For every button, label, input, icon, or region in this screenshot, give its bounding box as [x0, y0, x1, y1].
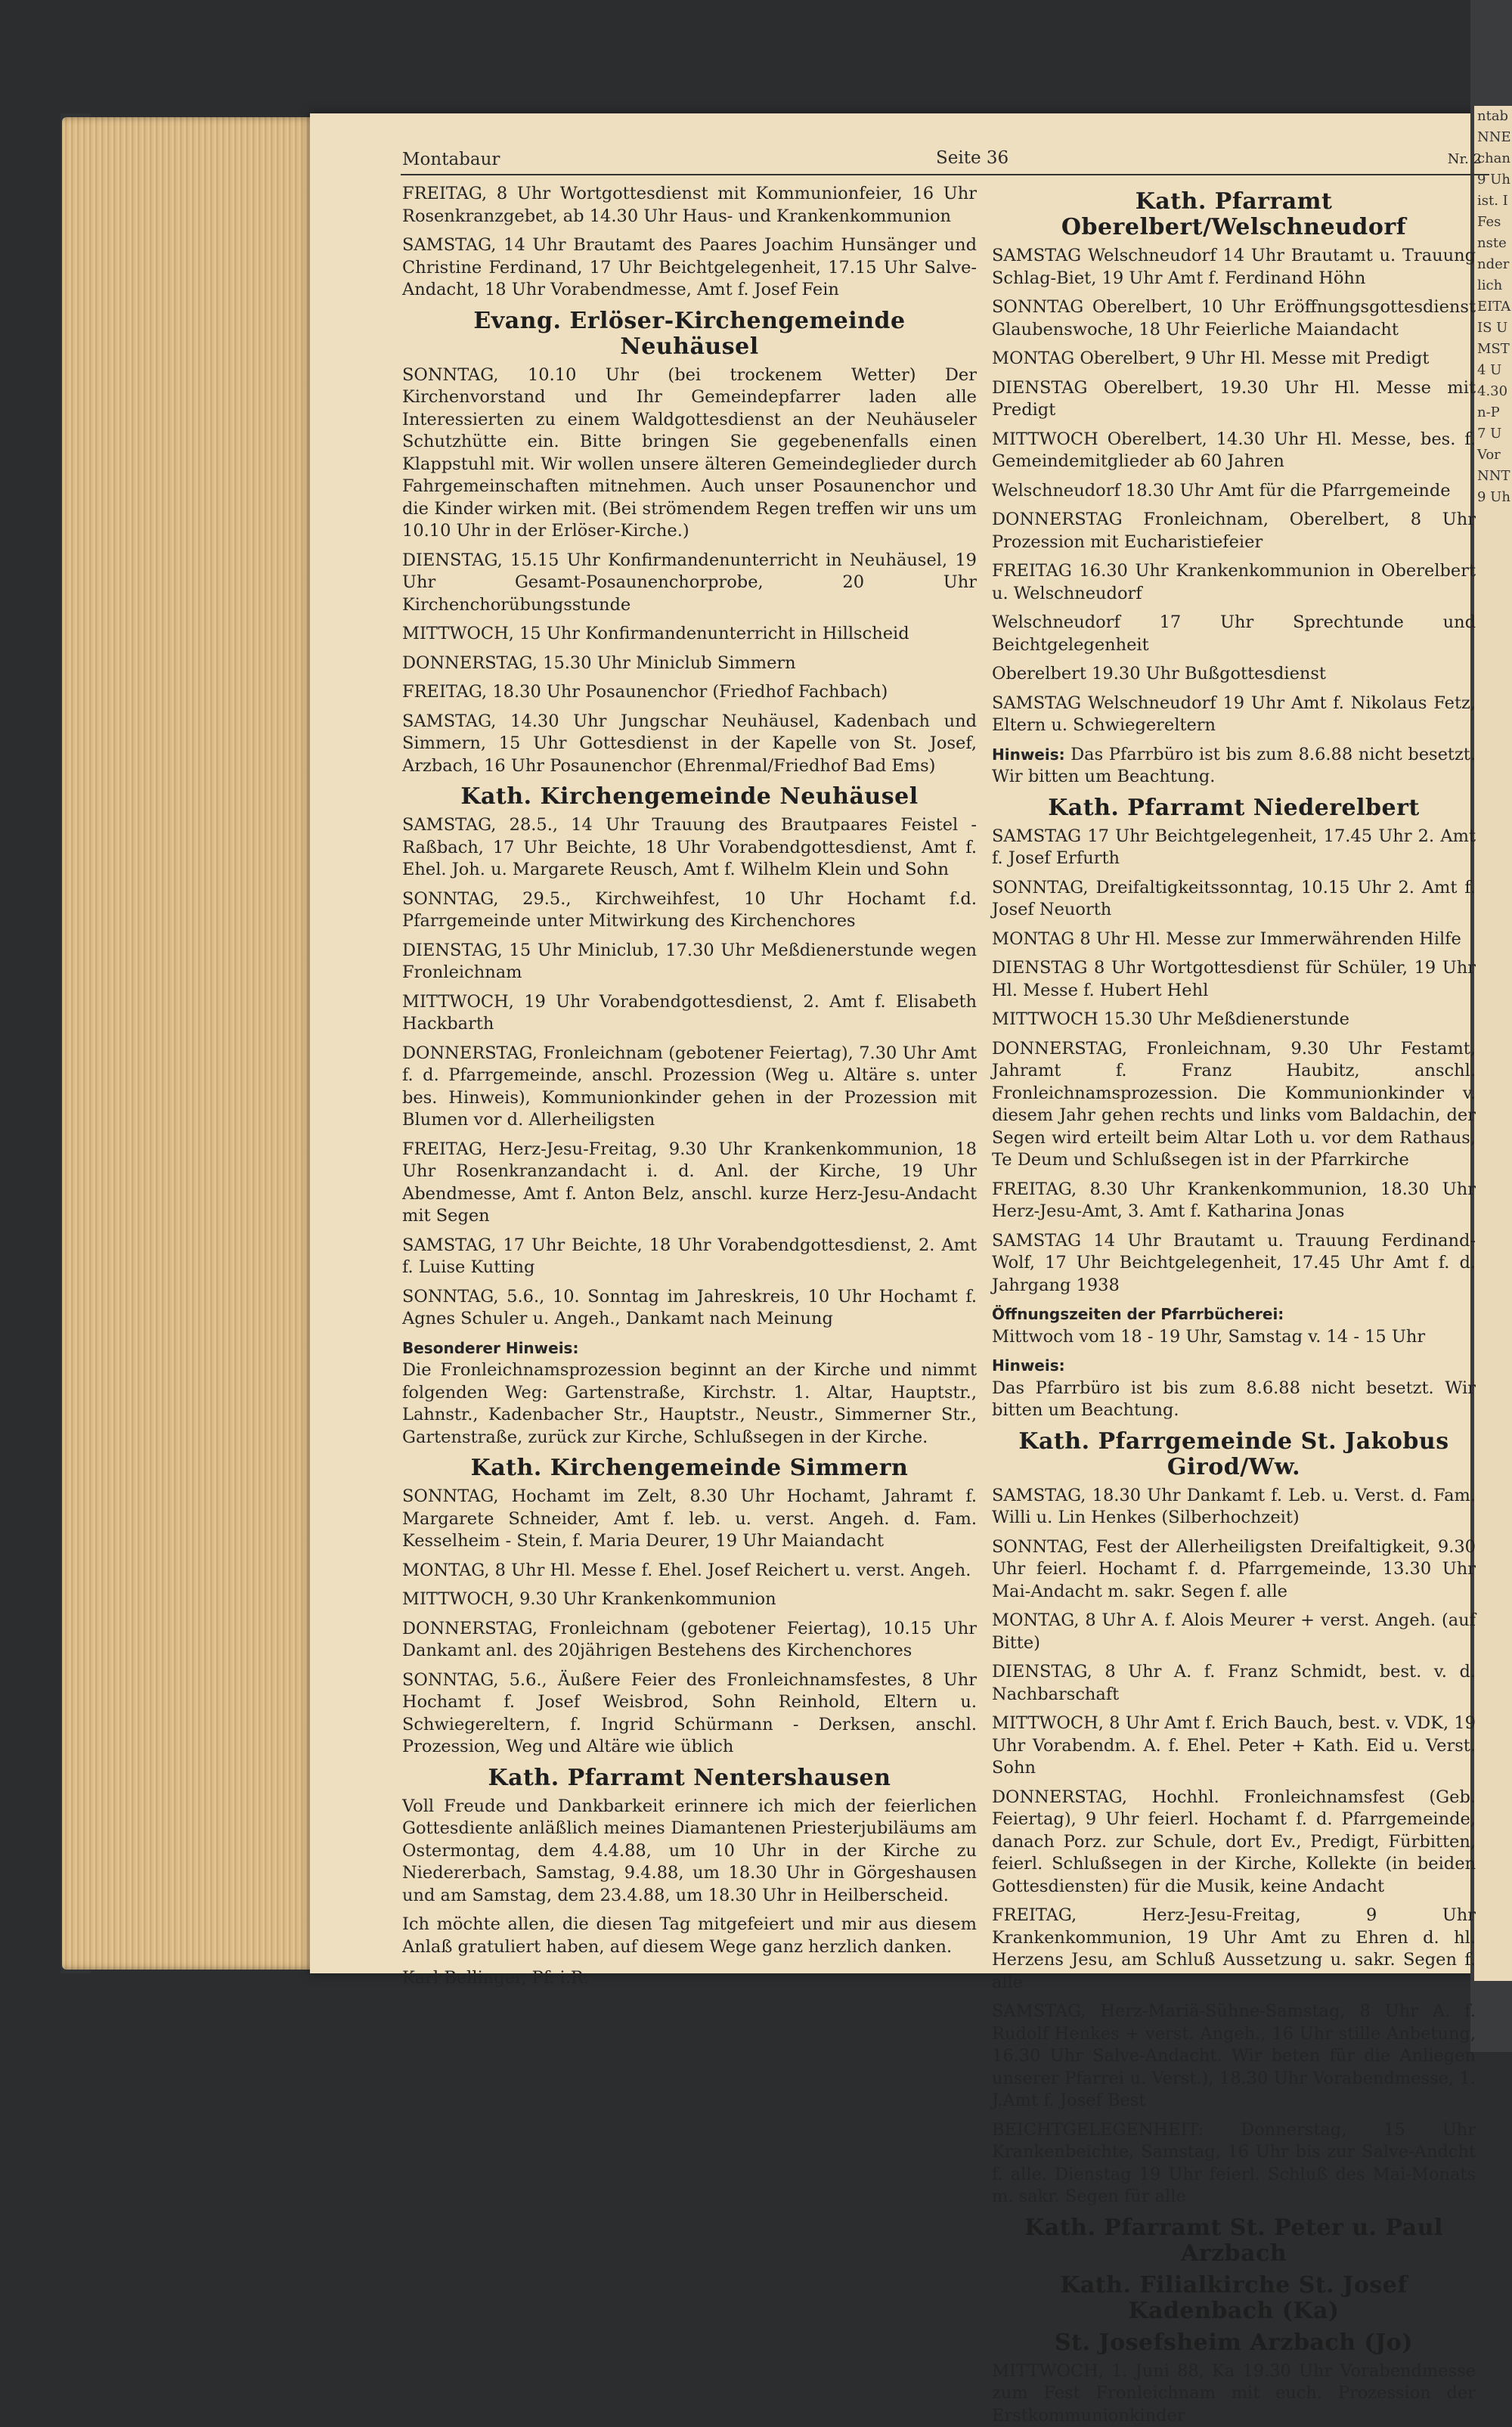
schedule-entry: MITTWOCH, 9.30 Uhr Krankenkommunion [402, 1589, 977, 1611]
section-heading: Kath. Pfarramt Niederelbert [992, 795, 1476, 821]
schedule-entry: FREITAG, Herz-Jesu-Freitag, 9 Uhr Krankenkommunion, 19 Uhr Amt zu Ehren d. hl. Herzens Jesu, am Schluß Aussetzung u. sakr. Segen f. alle [992, 1905, 1476, 1994]
schedule-entry: MITTWOCH, 19 Uhr Vorabendgottesdienst, 2. Amt f. Elisabeth Hackbarth [402, 991, 977, 1036]
schedule-entry: DIENSTAG, 8 Uhr A. f. Franz Schmidt, best. v. d. Nachbarschaft [992, 1661, 1476, 1706]
schedule-entry: SONNTAG, 29.5., Kirchweihfest, 10 Uhr Hochamt f.d. Pfarrgemeinde unter Mitwirkung des Kirchenchores [402, 888, 977, 933]
schedule-entry: DONNERSTAG Fronleichnam, Oberelbert, 8 Uhr Prozession mit Eucharistiefeier [992, 509, 1476, 553]
issue-number: Nr. 2 [1448, 151, 1482, 167]
next-page-fragment: nder [1474, 254, 1512, 275]
schedule-entry: FREITAG, 18.30 Uhr Posaunenchor (Friedhof Fachbach) [402, 681, 977, 704]
schedule-entry: DONNERSTAG, Hochhl. Fronleichnamsfest (Geb. Feiertag), 9 Uhr feierl. Hochamt f. d. Pfarrgemeinde, danach Porz. zur Schule, dort Ev., Predigt, Fürbitten, feierl. Schlußsegen in der Kirche, Kollekte (in beiden Gottesdiensten) für die Musik, keine Andacht [992, 1787, 1476, 1899]
next-page-fragment: EITA [1474, 296, 1512, 318]
schedule-entry: MITTWOCH, 8 Uhr Amt f. Erich Bauch, best. v. VDK, 19 Uhr Vorabendm. A. f. Ehel. Peter + Kath. Eid u. Verst. Sohn [992, 1713, 1476, 1780]
section-heading: Kath. Pfarramt Nentershausen [402, 1765, 977, 1791]
next-page-fragment: lich [1474, 275, 1512, 296]
schedule-entry: Oberelbert 19.30 Uhr Bußgottesdienst [992, 663, 1476, 686]
schedule-entry: Welschneudorf 17 Uhr Sprechtunde und Beichtgelegenheit [992, 612, 1476, 656]
schedule-entry: MITTWOCH, 1. Juni 88, Ka 19.30 Uhr Vorabendmesse zum Fest Fronleichnam mit euch. Prozession der Erstkommunionkinder [992, 2360, 1476, 2427]
schedule-entry: MONTAG, 8 Uhr Hl. Messe f. Ehel. Josef Reichert u. verst. Angeh. [402, 1560, 977, 1582]
schedule-entry: SONNTAG, Dreifaltigkeitssonntag, 10.15 Uhr 2. Amt f. Josef Neuorth [992, 877, 1476, 922]
notice-label: Öffnungszeiten der Pfarrbücherei: [992, 1303, 1476, 1326]
schedule-entry: DIENSTAG, 15.15 Uhr Konfirmandenunterricht in Neuhäusel, 19 Uhr Gesamt-Posaunenchorprobe, 20 Uhr Kirchenchorübungsstunde [402, 550, 977, 617]
section-heading: Evang. Erlöser-Kirchengemeinde Neuhäusel [402, 308, 977, 360]
next-page-fragment: 4 U [1474, 360, 1512, 381]
schedule-entry: SONNTAG, 5.6., Äußere Feier des Fronleichnamsfestes, 8 Uhr Hochamt f. Josef Weisbrod, Sohn Reinhold, Eltern u. Schwiegereltern, f. Ingrid Schürmann - Derksen, anschl. Prozession, Weg und Altäre wie üblich [402, 1669, 977, 1759]
section-heading: Kath. Kirchengemeinde Neuhäusel [402, 784, 977, 810]
schedule-entry: SONNTAG Oberelbert, 10 Uhr Eröffnungsgottesdienst Glaubenswoche, 18 Uhr Feierliche Maiandacht [992, 296, 1476, 341]
schedule-entry: FREITAG, Herz-Jesu-Freitag, 9.30 Uhr Krankenkommunion, 18 Uhr Rosenkranzandacht i. d. Anl. der Kirche, 19 Uhr Abendmesse, Amt f. Anton Belz, anschl. kurze Herz-Jesu-Andacht mit Segen [402, 1139, 977, 1228]
schedule-entry: MONTAG Oberelbert, 9 Uhr Hl. Messe mit Predigt [992, 348, 1476, 370]
schedule-entry: MONTAG 8 Uhr Hl. Messe zur Immerwährenden Hilfe [992, 928, 1476, 951]
schedule-entry: SONNTAG, 10.10 Uhr (bei trockenem Wetter) Der Kirchenvorstand und Ihr Gemeindepfarrer laden alle Interessierten zu einem Waldgottesdienst an der Neuhäuseler Schutzhütte ein. Bitte bringen Sie gegebenenfalls einen Klappstuhl mit. Wir wollen unsere älteren Gemeindeglieder durch Fahrgemeinschaften mitnehmen. Auch unser Posaunenchor und die Kinder wirken mit. (Bei strömendem Regen treffen wir uns um 10.10 Uhr in der Erlöser-Kirche.) [402, 364, 977, 543]
schedule-entry: Voll Freude und Dankbarkeit erinnere ich mich der feierlichen Gottesdiente anläßlich meines Diamantenen Priesterjubiläums am Ostermontag, dem 4.4.88, um 10 Uhr in der Kirche zu Niedererbach, Samstag, 9.4.88, um 18.30 Uhr in Görgeshausen und am Samstag, dem 23.4.88, um 18.30 Uhr in Heilberscheid. [402, 1796, 977, 1908]
next-page-fragment: Fes [1474, 212, 1512, 233]
next-page-fragment: NNT [1474, 466, 1512, 487]
schedule-entry: MONTAG, 8 Uhr A. f. Alois Meurer + verst. Angeh. (auf Bitte) [992, 1610, 1476, 1654]
notice-text: Die Fronleichnamsprozession beginnt an der Kirche und nimmt folgenden Weg: Gartenstraße, Kirchstr. 1. Altar, Hauptstr., Lahnstr., Kadenbacher Str., Hauptstr., Neustr., Simmerner Str., Gartenstraße, zurück zur Kirche, Schlußsegen in der Kirche. [402, 1360, 977, 1447]
next-page-fragment: nste [1474, 233, 1512, 254]
next-page-edge [1474, 106, 1512, 1981]
next-page-fragment: 7 U [1474, 423, 1512, 445]
right-column [992, 183, 1476, 1922]
section-heading: Kath. Pfarrgemeinde St. Jakobus Girod/Ww. [992, 1429, 1476, 1480]
schedule-entry: SAMSTAG, 17 Uhr Beichte, 18 Uhr Vorabendgottesdienst, 2. Amt f. Luise Kutting [402, 1235, 977, 1279]
schedule-entry: SAMSTAG 17 Uhr Beichtgelegenheit, 17.45 Uhr 2. Amt f. Josef Erfurth [992, 826, 1476, 870]
schedule-entry: FREITAG, 8.30 Uhr Krankenkommunion, 18.30 Uhr Herz-Jesu-Amt, 3. Amt f. Katharina Jonas [992, 1179, 1476, 1223]
schedule-entry: MITTWOCH 15.30 Uhr Meßdienerstunde [992, 1009, 1476, 1031]
schedule-entry: DIENSTAG 8 Uhr Wortgottesdienst für Schüler, 19 Uhr Hl. Messe f. Hubert Hehl [992, 957, 1476, 1002]
section-heading: Kath. Pfarramt Oberelbert/Welschneudorf [992, 189, 1476, 240]
section-heading: Kath. Filialkirche St. Josef Kadenbach (Ka) [992, 2273, 1476, 2324]
page-number: Seite 36 [936, 148, 1009, 168]
section-heading: Kath. Pfarramt St. Peter u. Paul Arzbach [992, 2215, 1476, 2267]
notice-label: Hinweis: [992, 1355, 1476, 1378]
schedule-entry: SAMSTAG Welschneudorf 19 Uhr Amt f. Nikolaus Fetz, Eltern u. Schwiegereltern [992, 693, 1476, 737]
schedule-entry: SAMSTAG Welschneudorf 14 Uhr Brautamt u. Trauung Schlag-Biet, 19 Uhr Amt f. Ferdinand Höhn [992, 245, 1476, 290]
schedule-entry: FREITAG, 8 Uhr Wortgottesdienst mit Kommunionfeier, 16 Uhr Rosenkranzgebet, ab 14.30 Uhr Haus- und Krankenkommunion [402, 183, 977, 228]
notice-text: Das Pfarrbüro ist bis zum 8.6.88 nicht besetzt. Wir bitten um Beachtung. [992, 745, 1476, 787]
notice-text: Das Pfarrbüro ist bis zum 8.6.88 nicht besetzt. Wir bitten um Beachtung. [992, 1378, 1476, 1421]
left-column [402, 183, 977, 1997]
schedule-entry: DONNERSTAG, Fronleichnam (gebotener Feiertag), 10.15 Uhr Dankamt anl. des 20jährigen Bestehens des Kirchenchores [402, 1618, 977, 1663]
next-page-fragment: 4.30 [1474, 381, 1512, 402]
signature: Karl Bellinger, Pf. i.R. [402, 1967, 977, 1990]
next-page-fragment: 9 Uh [1474, 169, 1512, 191]
schedule-entry: SAMSTAG, Herz-Mariä-Sühne-Samstag, 8 Uhr A. f. Rudolf Henkes + verst. Angeh., 16 Uhr stille Anbetung, 16.30 Uhr Salve-Andacht. Wir beten für die Anliegen unserer Pfarrei u. Verst.), 18.30 Uhr Vorabendmesse, 1. J.Amt f. Josef Best [992, 2001, 1476, 2112]
schedule-entry: FREITAG 16.30 Uhr Krankenkommunion in Oberelbert u. Welschneudorf [992, 560, 1476, 605]
running-head-left: Montabaur [402, 150, 500, 169]
next-page-fragment: 9 Uh [1474, 487, 1512, 508]
schedule-entry: Welschneudorf 18.30 Uhr Amt für die Pfarrgemeinde [992, 480, 1476, 503]
schedule-entry: DONNERSTAG, 15.30 Uhr Miniclub Simmern [402, 652, 977, 675]
next-page-fragment: ntab [1474, 106, 1512, 127]
schedule-entry: SAMSTAG, 18.30 Uhr Dankamt f. Leb. u. Verst. d. Fam. Willi u. Lin Henkes (Silberhochzeit) [992, 1485, 1476, 1530]
schedule-entry: SONNTAG, Fest der Allerheiligsten Dreifaltigkeit, 9.30 Uhr feierl. Hochamt f. d. Pfarrgemeinde, 13.30 Uhr Mai-Andacht m. sakr. Segen f. alle [992, 1536, 1476, 1604]
next-page-fragment: Vor [1474, 445, 1512, 466]
schedule-entry: DONNERSTAG, Fronleichnam, 9.30 Uhr Festamt, Jahramt f. Franz Haubitz, anschl. Fronleichnamsprozession. Die Kommunionkinder v. diesem Jahr gehen rechts und links vom Baldachin, der Segen wird erteilt beim Altar Loth u. vor dem Rathaus, Te Deum und Schlußsegen ist in der Pfarrkirche [992, 1038, 1476, 1172]
next-page-fragment: chan [1474, 148, 1512, 169]
notice-label: Besonderer Hinweis: [402, 1337, 977, 1360]
notice-paragraph [402, 1337, 977, 1449]
schedule-entry: SAMSTAG, 14.30 Uhr Jungschar Neuhäusel, Kadenbach und Simmern, 15 Uhr Gottesdienst in der Kapelle von St. Josef, Arzbach, 16 Uhr Posaunenchor (Ehrenmal/Friedhof Bad Ems) [402, 711, 977, 778]
notice-paragraph [992, 1355, 1476, 1422]
next-page-fragment: MST [1474, 339, 1512, 360]
notice-text: Mittwoch vom 18 - 19 Uhr, Samstag v. 14 - 15 Uhr [992, 1327, 1425, 1347]
schedule-entry: DIENSTAG, 15 Uhr Miniclub, 17.30 Uhr Meßdienerstunde wegen Fronleichnam [402, 940, 977, 984]
notice-label: Hinweis: [992, 745, 1070, 764]
notice-paragraph [992, 744, 1476, 789]
schedule-entry: SONNTAG, 5.6., 10. Sonntag im Jahreskreis, 10 Uhr Hochamt f. Agnes Schuler u. Angeh., Dankamt nach Meinung [402, 1286, 977, 1331]
next-page-fragment: NNE [1474, 127, 1512, 148]
schedule-entry: DONNERSTAG, Fronleichnam (gebotener Feiertag), 7.30 Uhr Amt f. d. Pfarrgemeinde, anschl. Prozession (Weg u. Altäre s. unter bes. Hinweis), Kommunionkinder gehen in der Prozession mit Blumen vor d. Allerheiligsten [402, 1043, 977, 1132]
next-page-fragment: n-P [1474, 402, 1512, 423]
schedule-entry: SAMSTAG, 28.5., 14 Uhr Trauung des Brautpaares Feistel - Raßbach, 17 Uhr Beichte, 18 Uhr Vorabendgottesdienst, Amt f. Ehel. Joh. u. Margarete Reusch, Amt f. Wilhelm Klein und Sohn [402, 814, 977, 882]
notice-paragraph [992, 1303, 1476, 1348]
schedule-entry: Ich möchte allen, die diesen Tag mitgefeiert und mir aus diesem Anlaß gratuliert haben, auf diesem Wege ganz herzlich danken. [402, 1914, 977, 1958]
next-page-fragment: IS U [1474, 318, 1512, 339]
schedule-entry: SAMSTAG 14 Uhr Brautamt u. Trauung Ferdinand-Wolf, 17 Uhr Beichtgelegenheit, 17.45 Uhr Amt f. d. Jahrgang 1938 [992, 1230, 1476, 1297]
schedule-entry: BEICHTGELEGENHEIT: Donnerstag, 15 Uhr Krankenbeichte, Samstag, 16 Uhr bis zur Salve-Andcht f. alle. Dienstag 19 Uhr feierl. Schluß des Mai-Monats m. sakr. Segen für alle [992, 2119, 1476, 2208]
schedule-entry: MITTWOCH Oberelbert, 14.30 Uhr Hl. Messe, bes. f. Gemeindemitglieder ab 60 Jahren [992, 429, 1476, 473]
schedule-entry: SAMSTAG, 14 Uhr Brautamt des Paares Joachim Hunsänger und Christine Ferdinand, 17 Uhr Beichtgelegenheit, 17.15 Uhr Salve-Andacht, 18 Uhr Vorabendmesse, Amt f. Josef Fein [402, 234, 977, 302]
section-heading: Kath. Kirchengemeinde Simmern [402, 1455, 977, 1481]
schedule-entry: DIENSTAG Oberelbert, 19.30 Uhr Hl. Messe mit Predigt [992, 377, 1476, 422]
schedule-entry: SONNTAG, Hochamt im Zelt, 8.30 Uhr Hochamt, Jahramt f. Margarete Schneider, Amt f. leb. u. verst. Angeh. d. Fam. Kesselheim - Stein, f. Maria Deurer, 19 Uhr Maiandacht [402, 1486, 977, 1553]
running-head [401, 148, 1489, 175]
schedule-entry: MITTWOCH, 15 Uhr Konfirmandenunterricht in Hillscheid [402, 623, 977, 646]
section-heading: St. Josefsheim Arzbach (Jo) [992, 2330, 1476, 2356]
next-page-fragment: ist. I [1474, 191, 1512, 212]
